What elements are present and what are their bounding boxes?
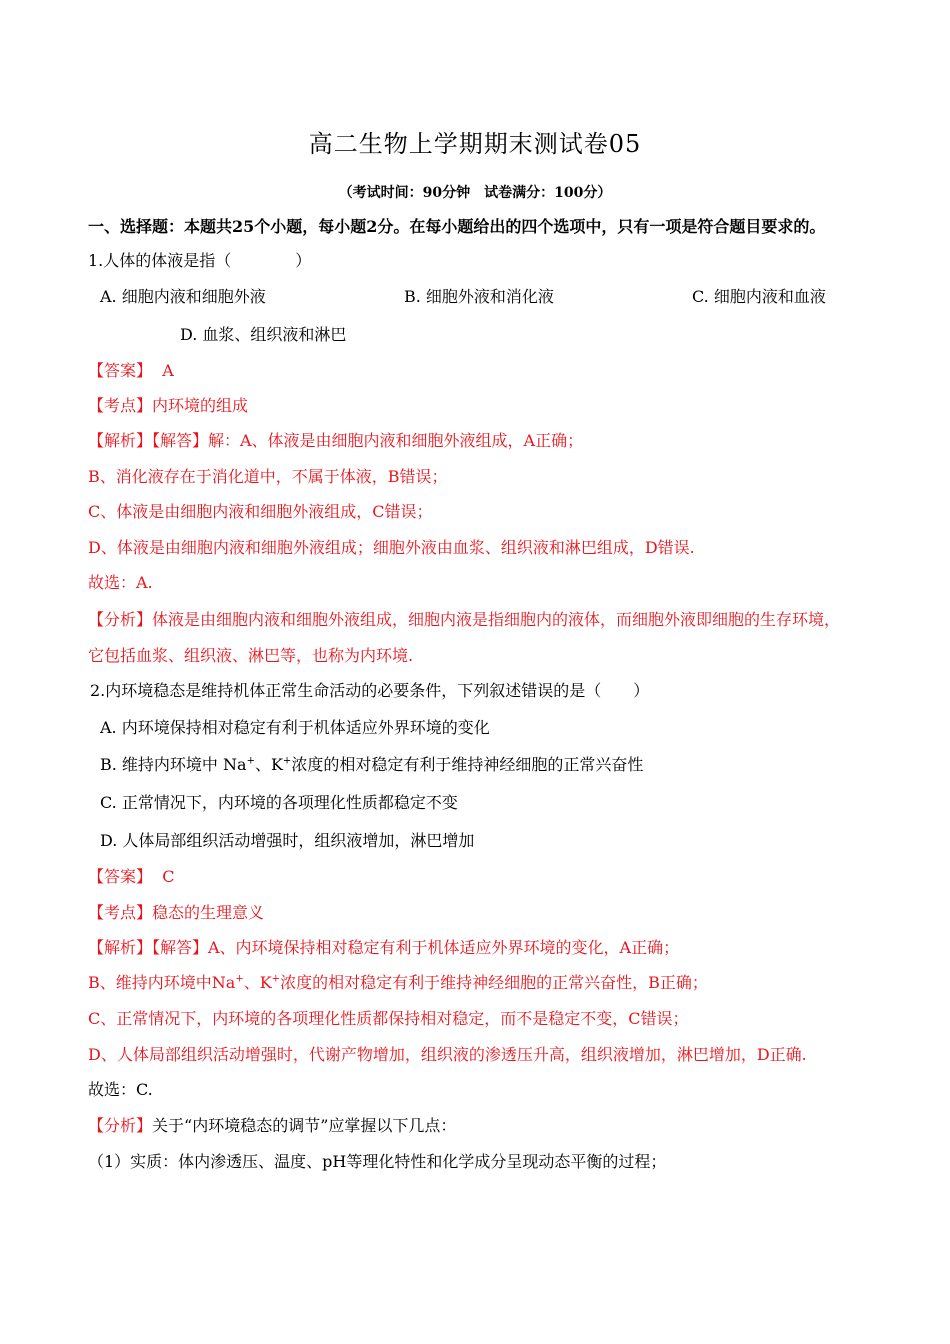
- q2-option-b-text-2: 、K: [254, 755, 283, 774]
- q2-jiexi-2-text-3: 浓度的相对稳定有利于维持神经细胞的正常兴奋性，B正确；: [280, 973, 708, 992]
- q2-option-b-text-3: 浓度的相对稳定有利于维持神经细胞的正常兴奋性: [291, 755, 644, 774]
- q2-answer-label: 【答案】: [88, 867, 153, 886]
- q1-answer-value: A: [162, 361, 174, 380]
- plus-superscript: +: [235, 973, 244, 985]
- q2-fenxi-text: 关于“内环境稳态的调节”应掌握以下几点：: [152, 1116, 457, 1135]
- q2-option-b: [100, 754, 643, 776]
- q1-fenxi-2: 它包括血浆、组织液、淋巴等，也称为内环境.: [88, 646, 414, 665]
- section-header: 一、选择题：本题共25个小题，每小题2分。在每小题给出的四个选项中，只有一项是符合题目要求的。: [88, 217, 826, 236]
- q2-answer-value: C: [162, 867, 175, 886]
- q2-jiexi-1: 【解析】【解答】A、内环境保持相对稳定有利于机体适应外界环境的变化，A正确；: [88, 938, 680, 957]
- q1-option-a: A. 细胞内液和细胞外液: [100, 287, 266, 306]
- page-title: 高二生物上学期期末测试卷05: [308, 130, 642, 158]
- q1-kaodian: 【考点】内环境的组成: [88, 396, 249, 415]
- q2-fenxi-2: （1）实质：体内渗透压、温度、pH等理化特性和化学成分呈现动态平衡的过程；: [88, 1152, 667, 1171]
- q1-option-b: B. 细胞外液和消化液: [404, 287, 554, 306]
- exam-info: （考试时间：90分钟 试卷满分：100分）: [338, 185, 612, 201]
- q1-stem: 1.人体的体液是指（ ）: [88, 251, 312, 270]
- q2-answer: [88, 866, 174, 888]
- q2-option-a: A. 内环境保持相对稳定有利于机体适应外界环境的变化: [100, 718, 490, 737]
- q2-option-b-text-1: B. 维持内环境中 Na: [100, 755, 247, 774]
- q2-jiexi-2-text-2: 、K: [243, 973, 272, 992]
- q1-answer: [88, 360, 174, 382]
- q2-jiexi-4: D、人体局部组织活动增强时，代谢产物增加，组织液的渗透压升高，组织液增加，淋巴增加，D正确.: [88, 1045, 807, 1064]
- q2-kaodian: 【考点】稳态的生理意义: [88, 903, 265, 922]
- q2-option-c: C. 正常情况下，内环境的各项理化性质都稳定不变: [100, 793, 458, 812]
- q2-guxuan: 故选：C.: [88, 1080, 153, 1099]
- q1-jiexi-2: B、消化液存在于消化道中，不属于体液，B错误；: [88, 467, 448, 486]
- q2-stem: 2.内环境稳态是维持机体正常生命活动的必要条件，下列叙述错误的是（ ）: [90, 681, 650, 700]
- q2-jiexi-2-text-1: B、维持内环境中Na: [88, 973, 236, 992]
- q2-fenxi-1: [88, 1115, 456, 1137]
- q2-option-d: D. 人体局部组织活动增强时，组织液增加，淋巴增加: [100, 831, 475, 850]
- q1-jiexi-3: C、体液是由细胞内液和细胞外液组成，C错误；: [88, 502, 433, 521]
- q1-option-d: D. 血浆、组织液和淋巴: [180, 325, 347, 344]
- plus-superscript: +: [271, 973, 281, 985]
- plus-superscript: +: [246, 755, 255, 767]
- q1-answer-label: 【答案】: [88, 361, 153, 380]
- q1-fenxi-1: 【分析】体液是由细胞内液和细胞外液组成，细胞内液是指细胞内的液体，而细胞外液即细胞的生存环境，: [88, 610, 841, 629]
- q1-jiexi-1: 【解析】【解答】解：A、体液是由细胞内液和细胞外液组成，A正确；: [88, 431, 584, 450]
- q2-jiexi-2: [88, 972, 708, 994]
- q2-jiexi-3: C、正常情况下，内环境的各项理化性质都保持相对稳定，而不是稳定不变，C错误；: [88, 1009, 689, 1028]
- q1-jiexi-4: D、体液是由细胞内液和细胞外液组成；细胞外液由血浆、组织液和淋巴组成，D错误.: [88, 538, 695, 557]
- q2-fenxi-label: 【分析】: [88, 1116, 153, 1135]
- q1-guxuan: 故选：A.: [88, 573, 153, 592]
- q1-option-c: C. 细胞内液和血液: [692, 287, 826, 306]
- plus-superscript: +: [282, 755, 292, 767]
